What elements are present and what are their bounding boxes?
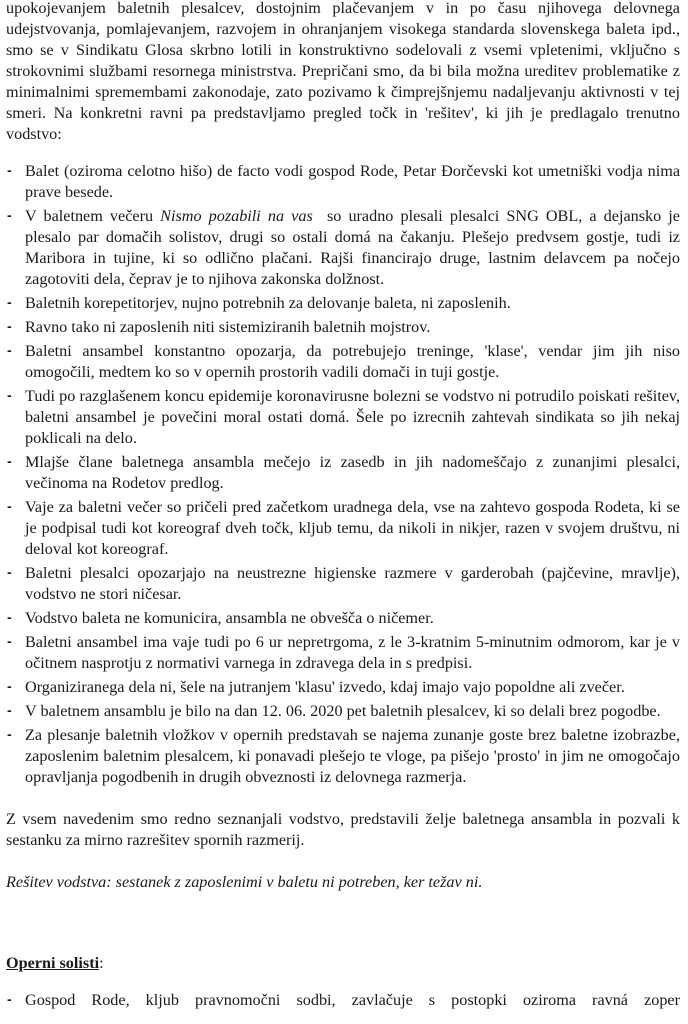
summary-paragraph: Z vsem navedenim smo redno seznanjali vodstvo, predstavili želje baletnega ansambla in pozvali k sestanku za mirno razrešitev spornih razmerij. xyxy=(6,810,680,849)
list-item: - Vaje za baletni večer so pričeli pred začetkom uradnega dela, vse na zahtevo gospoda Rodeta, ki se je podpisal tudi kot koreograf dveh točk, kljub temu, da nikoli in nikjer, razen v svojem društvu, ni deloval kot koreograf. xyxy=(7,498,680,558)
list-item: - Ravno tako ni zaposlenih niti sistemiziranih baletnih mojstrov. xyxy=(7,318,431,336)
list-item: - Baletni ansambel ima vaje tudi po 6 ur nepretrgoma, z le 3-kratnim 5-minutnim odmorom, kar je v očitnem nasprotju z normativi varnega in zdravega dela in s predpisi. xyxy=(7,633,680,672)
list-item: - Mlajše člane baletnega ansambla mečejo iz zasedb in jih nadomeščajo z zunanjimi plesalci, večinoma na Rodetov predlog. xyxy=(7,453,680,492)
section-title: Operni solisti xyxy=(6,954,100,972)
management-resolution: Rešitev vodstva: sestanek z zaposlenimi v baletu ni potreben, ker težav ni. xyxy=(6,873,483,891)
list-item: - Vodstvo baleta ne komunicira, ansambla ne obvešča o ničemer. xyxy=(7,609,434,627)
opera-issues-list xyxy=(6,990,680,1011)
dash-bullet-icon: - xyxy=(7,207,12,223)
dash-bullet-icon: - xyxy=(7,318,12,334)
list-item: - Organiziranega dela ni, šele na jutranjem 'klasu' izvedo, kdaj imajo vajo popoldne ali zvečer. xyxy=(7,678,625,696)
list-item: - Baletni ansambel konstantno opozarja, da potrebujejo treninge, 'klase', vendar jim jih niso omogočili, medtem ko so v opernih prostorih vadili domači in tuji gostje. xyxy=(7,342,680,381)
dash-bullet-icon: - xyxy=(7,702,12,718)
dash-bullet-icon: - xyxy=(7,678,12,694)
dash-bullet-icon: - xyxy=(7,633,12,649)
dash-bullet-icon: - xyxy=(7,453,12,469)
dash-bullet-icon: - xyxy=(7,162,12,178)
ballet-issues-list xyxy=(6,161,685,788)
list-item: - V baletnem večeru Nismo pozabili na vas so uradno plesali plesalci SNG OBL, a dejansko je plesalo par domačih solistov, drugi so ostali domá na čakanju. Plešejo predvsem gostje, tudi iz Maribora in tujine, ki so odlično plačani. Rajši financirajo druge, lastnim delavcem pa nočejo zagotoviti dela, čeprav je to njihova zakonska dolžnost. xyxy=(7,207,685,288)
dash-bullet-icon: - xyxy=(7,564,12,580)
dash-bullet-icon: - xyxy=(7,726,12,742)
dash-bullet-icon: - xyxy=(7,387,12,403)
performance-title: Nismo pozabili na vas xyxy=(160,207,313,225)
list-item: - Za plesanje baletnih vložkov v opernih predstavah se najema zunanje goste brez baletne izobrazbe, zaposlenim baletnim plesalcem, ki ponavadi plešejo te vloge, pa pišejo 'prosto' in jim ne omogočajo opravljanja pogodbenih in drugih obveznosti iz delovnega razmerja. xyxy=(7,726,680,786)
list-item: - Baletni plesalci opozarjajo na neustrezne higienske razmere v garderobah (pajčevine, mravlje), vodstvo ne stori ničesar. xyxy=(7,564,680,603)
list-item: - Baletnih korepetitorjev, nujno potrebnih za delovanje baleta, ni zaposlenih. xyxy=(7,294,511,312)
section-heading-opera-soloists: Operni solisti: xyxy=(6,954,104,972)
list-item: - Gospod Rode, kljub pravnomočni sodbi, zavlačuje s postopki oziroma ravná zoper xyxy=(7,991,680,1009)
dash-bullet-icon: - xyxy=(7,498,12,514)
intro-paragraph: upokojevanjem baletnih plesalcev, dostojnim plačevanjem v in po času njihovega delovnega udejstvovanja, pomlajevanjem, razvojem in ohranjanjem visokega standarda slovenskega baleta ipd., smo se v Sindikatu Glosa skrbno lotili in konstruktivno sodelovali z vsemi vpletenimi, vključno s strokovnimi službami resornega ministrstva. Prepričani smo, da bi bila možna ureditev problematike z minimalnimi spremembami zakonodaje, zato pozivamo k čimprejšnjemu nadaljevanju aktivnosti v tej smeri. Na konkretni ravni pa predstavljamo pregled točk in 'rešitev', ki jih je predlagalo trenutno vodstvo: xyxy=(6,0,680,143)
dash-bullet-icon: - xyxy=(7,294,12,310)
dash-bullet-icon: - xyxy=(7,991,12,1007)
list-item: - Balet (oziroma celotno hišo) de facto vodi gospod Rode, Petar Đorčevski kot umetniški vodja nima prave besede. xyxy=(7,162,680,201)
dash-bullet-icon: - xyxy=(7,609,12,625)
list-item: - Tudi po razglašenem koncu epidemije koronavirusne bolezni se vodstvo ni potrudilo poiskati rešitev, baletni ansambel je povečini moral ostati domá. Šele po izrecnih zahtevah sindikata so jih nekaj poklicali na delo. xyxy=(7,387,680,447)
list-item: - V baletnem ansamblu je bilo na dan 12. 06. 2020 pet baletnih plesalcev, ki so delali brez pogodbe. xyxy=(7,702,661,720)
dash-bullet-icon: - xyxy=(7,342,12,358)
